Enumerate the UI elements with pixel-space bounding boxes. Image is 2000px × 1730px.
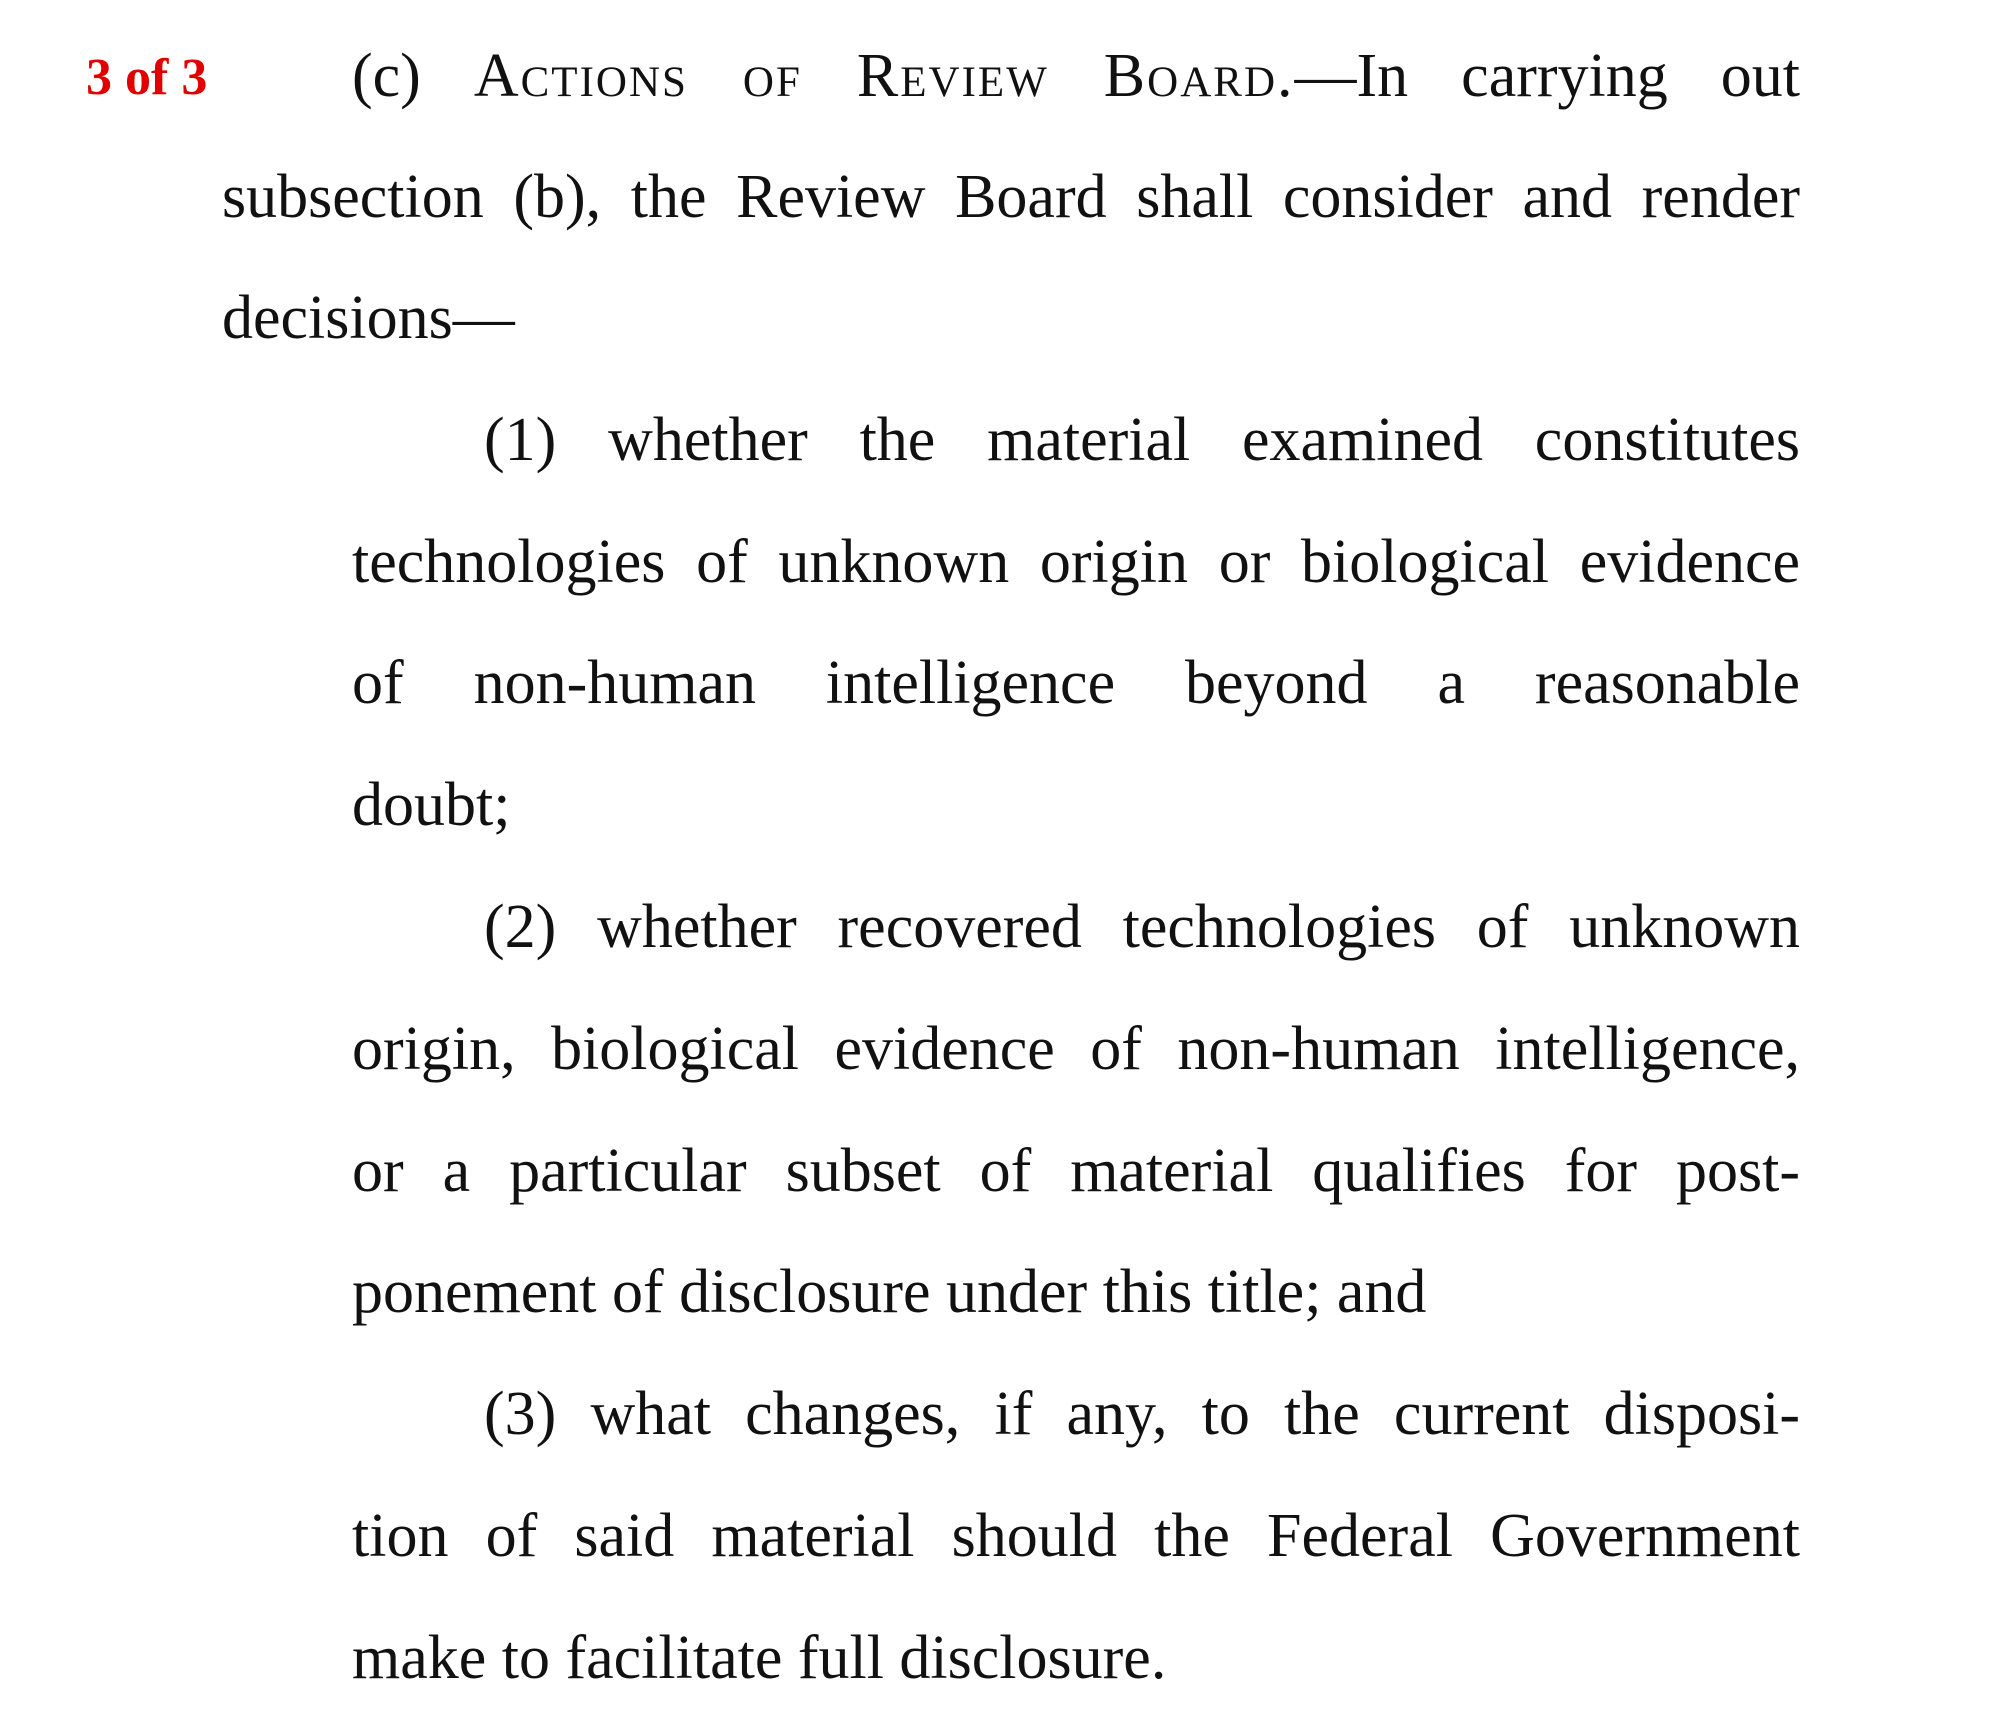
section-c-heading: Actions of Review Board. xyxy=(473,42,1295,110)
section-c-heading-line xyxy=(352,36,1800,116)
page-counter: 3 of 3 xyxy=(86,49,208,106)
item-3-line-3: make to facilitate full disclosure. xyxy=(352,1624,1167,1692)
item-1-line-2: technologies of unknown origin or biological evidence xyxy=(352,528,1800,596)
section-c-line-1: —In carrying out xyxy=(1294,42,1800,110)
item-3-line-1: (3) what changes, if any, to the current disposi- xyxy=(484,1380,1800,1448)
section-c-line-3: decisions— xyxy=(222,284,515,352)
item-2-line-1: (2) whether recovered technologies of unknown xyxy=(484,893,1800,961)
item-1-line-1: (1) whether the material examined constitutes xyxy=(484,406,1800,474)
item-1-line-3: of non-human intelligence beyond a reasonable xyxy=(352,649,1800,717)
item-1-line-4: doubt; xyxy=(352,771,511,839)
item-2-line-2: origin, biological evidence of non-human intelligence, xyxy=(352,1015,1800,1083)
item-3-line-2: tion of said material should the Federal Government xyxy=(352,1502,1800,1570)
item-2-line-4: ponement of disclosure under this title; and xyxy=(352,1258,1427,1326)
section-c-line-2: subsection (b), the Review Board shall consider and render xyxy=(222,163,1800,231)
item-2-line-3: or a particular subset of material qualifies for post- xyxy=(352,1137,1800,1205)
section-c-label: (c) xyxy=(352,42,421,110)
